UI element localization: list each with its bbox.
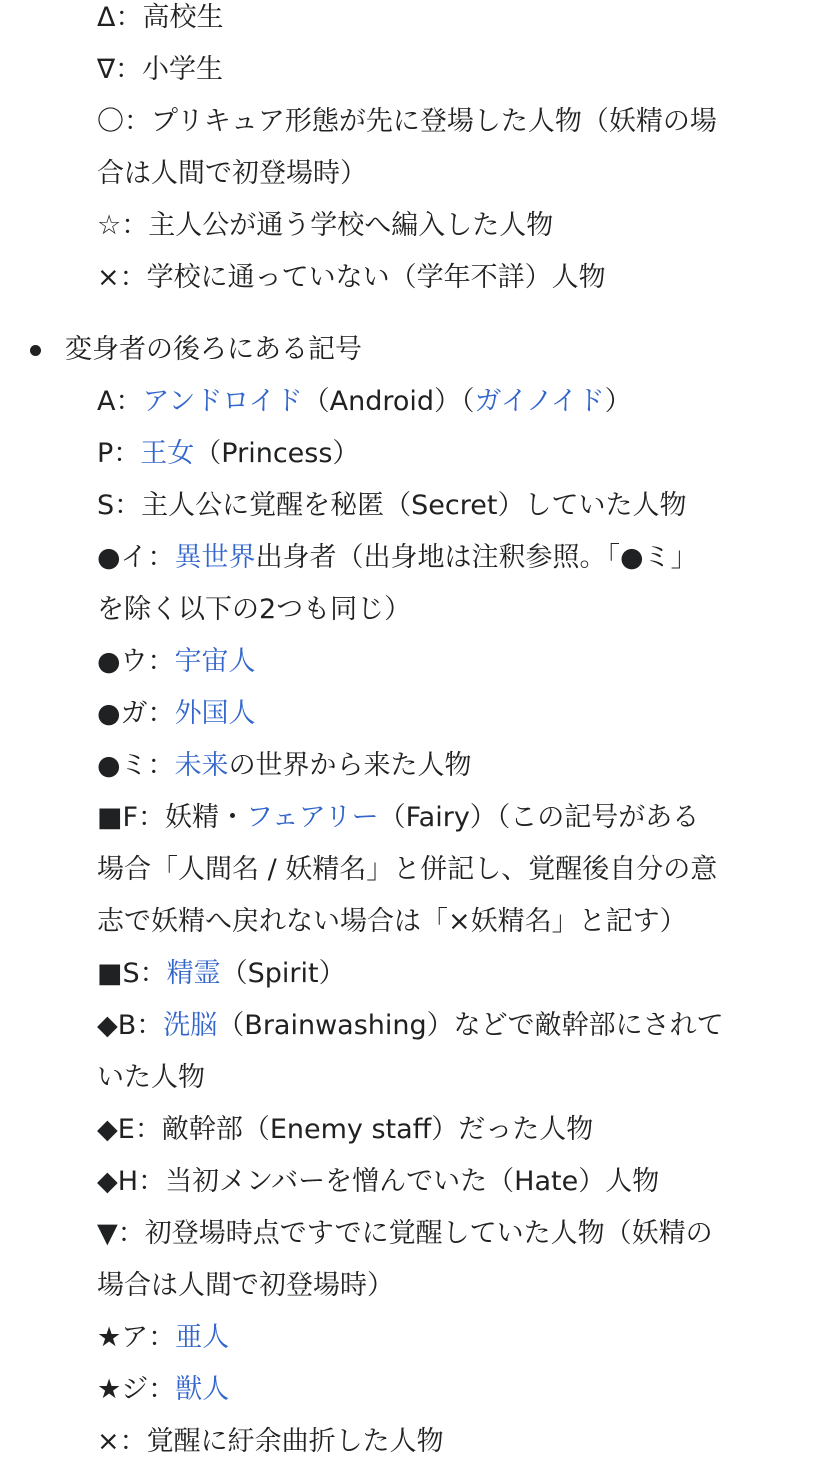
item-text: ★ア： (97, 1322, 176, 1353)
item-text: 合は人間で初登場時） (97, 158, 367, 189)
item-text: ◆B： (97, 1010, 164, 1041)
list-item (97, 0, 797, 44)
item-text: （Fairy）（この記号がある (378, 802, 700, 833)
item-text: 出身者（出身地は注釈参照。「●ミ」 (255, 542, 698, 573)
wiki-link[interactable]: 亜人 (175, 1322, 230, 1353)
item-text: ●ガ： (97, 698, 175, 729)
item-text: ◆H：当初メンバーを憎んでいた（Hate）人物 (97, 1166, 660, 1197)
item-text: の世界から来た人物 (228, 750, 472, 781)
wiki-link[interactable]: 洗脳 (163, 1010, 218, 1041)
list-item-line (97, 1416, 797, 1468)
list-item-line (97, 948, 797, 1000)
list-item (97, 428, 797, 480)
list-item (97, 688, 797, 740)
list-item (97, 1364, 797, 1416)
wiki-link[interactable]: ガイノイド (474, 386, 605, 417)
list-item (97, 252, 797, 304)
wiki-link[interactable]: 未来 (174, 750, 229, 781)
item-text: 場合は人間で初登場時） (97, 1270, 394, 1301)
item-text: ▼：初登場時点ですでに覚醒していた人物（妖精の (97, 1218, 713, 1249)
list-item-line (97, 44, 797, 96)
item-text: （Princess） (194, 438, 360, 469)
list-item (97, 792, 797, 948)
item-text: ●ウ： (97, 646, 175, 677)
list-item (97, 532, 797, 636)
bullet-dot (30, 345, 41, 356)
item-text: いた人物 (97, 1062, 205, 1093)
list-item-line (97, 376, 797, 428)
item-text: ●イ： (97, 542, 175, 573)
list-item-line (97, 1156, 797, 1208)
list-item-line (97, 480, 797, 532)
wiki-link[interactable]: 宇宙人 (174, 646, 256, 677)
list-item-line (97, 532, 797, 584)
list-item-line (97, 844, 797, 896)
list-item (97, 1104, 797, 1156)
item-text: （Brainwashing）などで敵幹部にされて (217, 1010, 724, 1041)
item-text: 場合「人間名 / 妖精名」と併記し、覚醒後自分の意 (97, 854, 718, 885)
list-item (97, 96, 797, 200)
list-item (97, 1000, 797, 1104)
list-item-line (97, 148, 797, 200)
list-item-line (97, 1104, 797, 1156)
list-item (97, 480, 797, 532)
list-item (97, 1156, 797, 1208)
list-item-line (97, 584, 797, 636)
item-text: ■F：妖精・ (97, 802, 247, 833)
list-item-line (97, 688, 797, 740)
list-item-line (97, 896, 797, 948)
wiki-link[interactable]: 獣人 (175, 1374, 230, 1405)
list-item-line (97, 1312, 797, 1364)
wiki-link[interactable]: 王女 (140, 438, 195, 469)
list-item-line (97, 200, 797, 252)
list-item-line (97, 792, 797, 844)
bullet-label: 変身者の後ろにある記号 (65, 334, 362, 365)
item-text: ◆E：敵幹部（Enemy staff）だった人物 (97, 1114, 594, 1145)
list-item-line (97, 1052, 797, 1104)
list-item-line (97, 636, 797, 688)
list-item-line (97, 252, 797, 304)
item-text: ∇：小学生 (97, 54, 224, 85)
list-item-line (97, 1000, 797, 1052)
wiki-link[interactable]: 精霊 (166, 958, 221, 989)
list-item-line (97, 740, 797, 792)
item-text: S：主人公に覚醒を秘匿（Secret）していた人物 (97, 490, 687, 521)
bullet-item-transformer-symbols (0, 324, 826, 376)
list-item-line (97, 96, 797, 148)
item-text: A： (97, 386, 143, 417)
item-text: ★ジ： (97, 1374, 176, 1405)
item-text: P： (97, 438, 141, 469)
item-text: Δ：高校生 (97, 2, 224, 33)
item-text: ×：覚醒に紆余曲折した人物 (97, 1426, 444, 1457)
transformer-symbol-list (97, 376, 797, 1468)
list-item-line (97, 1208, 797, 1260)
list-item (97, 636, 797, 688)
wiki-link[interactable]: 異世界 (174, 542, 256, 573)
list-item-line (97, 1260, 797, 1312)
list-item (97, 44, 797, 96)
item-text: 志で妖精へ戻れない場合は「×妖精名」と記す） (97, 906, 687, 937)
item-text: ☆：主人公が通う学校へ編入した人物 (97, 210, 554, 241)
wiki-link[interactable]: アンドロイド (142, 386, 303, 417)
item-text: （Android）（ (302, 386, 475, 417)
item-text: を除く以下の2つも同じ） (97, 594, 412, 625)
list-item-line (97, 1364, 797, 1416)
item-text: 〇：プリキュア形態が先に登場した人物（妖精の場 (97, 106, 717, 137)
list-item-line (97, 428, 797, 480)
list-item (97, 200, 797, 252)
item-text: ■S： (97, 958, 167, 989)
list-item (97, 1312, 797, 1364)
item-text: ●ミ： (97, 750, 175, 781)
grade-symbol-list (97, 0, 797, 304)
wiki-link[interactable]: 外国人 (174, 698, 256, 729)
item-text: ×：学校に通っていない（学年不詳）人物 (97, 262, 606, 293)
list-item (97, 1208, 797, 1312)
list-item (97, 948, 797, 1000)
item-text: ） (604, 386, 632, 417)
list-item-line (97, 0, 797, 44)
list-item (97, 740, 797, 792)
list-item (97, 376, 797, 428)
item-text: （Spirit） (220, 958, 346, 989)
list-item (97, 1416, 797, 1468)
wiki-link[interactable]: フェアリー (246, 802, 379, 833)
